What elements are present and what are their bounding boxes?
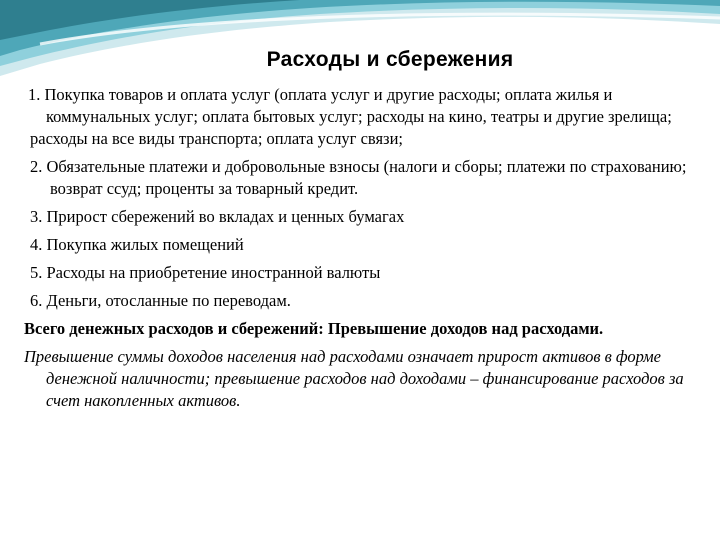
slide-body (24, 84, 704, 418)
slide-title (0, 48, 720, 72)
list-item: 5. Расходы на приобретение иностранной валюты (30, 263, 381, 282)
summary-statement: Всего денежных расходов и сбережений: Превышение доходов над расходами. (24, 319, 604, 338)
list-item: 2. Обязательные платежи и добровольные взносы (налоги и сборы; платежи по страхованию; возврат ссуд; проценты за товарный кредит. (30, 157, 687, 198)
explanatory-note: Превышение суммы доходов населения над расходами означает прирост активов в форме денежной наличности; превышение расходов над доходами – финансирование расходов за счет накопленных активов. (24, 347, 684, 410)
list-item: 6. Деньги, отосланные по переводам. (30, 291, 291, 310)
list-item: 3. Прирост сбережений во вкладах и ценных бумагах (30, 207, 405, 226)
list-item: 1. Покупка товаров и оплата услуг (оплата услуг и другие расходы; оплата жилья и коммунальных услуг; оплата бытовых услуг; расходы на кино, театры и другие зрелища; (28, 85, 672, 126)
list-item: 4. Покупка жилых помещений (30, 235, 244, 254)
slide-title-text: Расходы и сбережения (266, 48, 514, 71)
list-item: расходы на все виды транспорта; оплата услуг связи; (30, 129, 403, 148)
